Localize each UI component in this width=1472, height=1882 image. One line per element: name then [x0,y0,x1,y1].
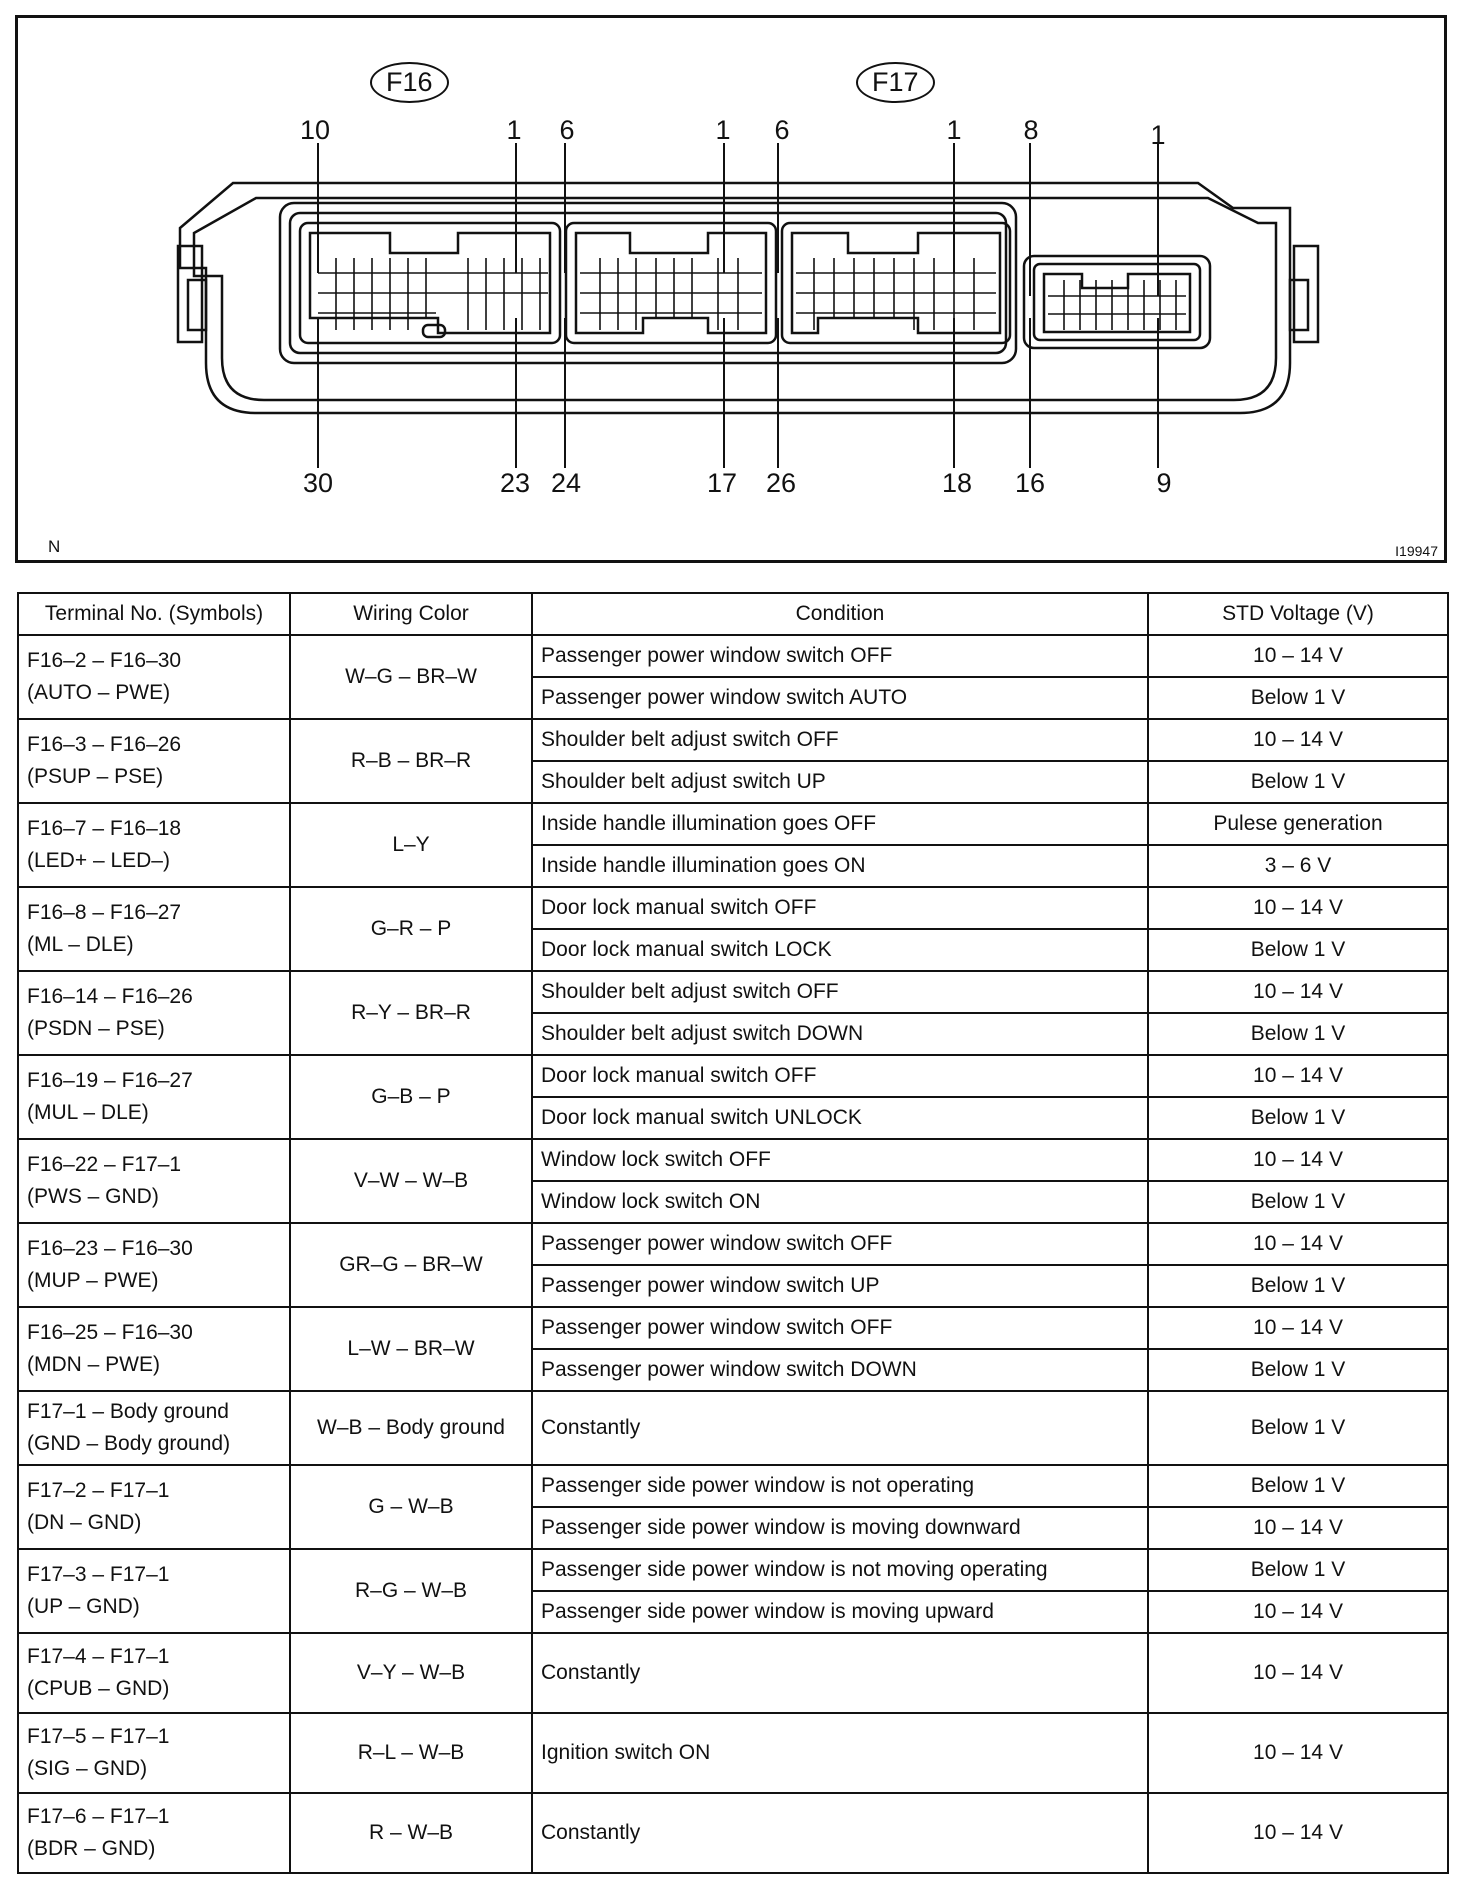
condition-cell: Door lock manual switch OFF [532,887,1148,929]
table-header-row [18,593,1448,635]
pin-number: 16 [1014,468,1046,498]
diagram-code-right: I19947 [1395,543,1438,559]
terminal-symbols: (UP – GND) [27,1595,140,1618]
voltage-cell: Below 1 V [1148,1265,1448,1307]
pin-number: 1 [946,115,962,145]
voltage-cell: 10 – 14 V [1148,1139,1448,1181]
terminal-cell [18,803,290,887]
voltage-cell: 10 – 14 V [1148,1507,1448,1549]
wiring-color-cell: V–W – W–B [290,1139,532,1223]
wiring-color-cell: G–B – P [290,1055,532,1139]
terminal-number: F16–7 – F16–18 [27,817,182,840]
condition-cell: Door lock manual switch LOCK [532,929,1148,971]
wiring-color-cell: R–B – BR–R [290,719,532,803]
wiring-color-cell: L–W – BR–W [290,1307,532,1391]
pin-number: 9 [1156,468,1172,498]
voltage-cell: Below 1 V [1148,1549,1448,1591]
pin-number: 1 [1150,120,1166,150]
wiring-color-cell: W–G – BR–W [290,635,532,719]
condition-cell: Door lock manual switch UNLOCK [532,1097,1148,1139]
voltage-cell: 10 – 14 V [1148,1633,1448,1713]
voltage-cell: 10 – 14 V [1148,1055,1448,1097]
terminal-cell [18,1139,290,1223]
condition-cell: Passenger side power window is moving upward [532,1591,1148,1633]
voltage-cell: Below 1 V [1148,1013,1448,1055]
terminal-cell [18,1465,290,1549]
voltage-cell: 10 – 14 V [1148,719,1448,761]
terminal-cell [18,1633,290,1713]
voltage-cell: 3 – 6 V [1148,845,1448,887]
terminal-symbols: (MUL – DLE) [27,1101,149,1124]
connector-f17-label: F17 [856,62,935,103]
terminal-number: F16–23 – F16–30 [27,1237,193,1260]
voltage-cell: Below 1 V [1148,1391,1448,1465]
terminal-cell [18,971,290,1055]
terminal-cell [18,1793,290,1873]
wiring-color-cell: L–Y [290,803,532,887]
pin-number: 17 [706,468,738,498]
terminal-cell [18,719,290,803]
table-row [18,887,1448,929]
pin-number: 30 [302,468,334,498]
table-row [18,1307,1448,1349]
condition-cell: Constantly [532,1793,1148,1873]
condition-cell: Passenger power window switch OFF [532,1307,1148,1349]
terminal-symbols: (LED+ – LED–) [27,849,170,872]
pin-number: 1 [506,115,522,145]
pin-number: 1 [715,115,731,145]
condition-cell: Window lock switch OFF [532,1139,1148,1181]
condition-cell: Ignition switch ON [532,1713,1148,1793]
voltage-cell: 10 – 14 V [1148,1307,1448,1349]
terminal-number: F16–14 – F16–26 [27,985,193,1008]
terminal-number: F16–8 – F16–27 [27,901,182,924]
pin-number: 23 [499,468,531,498]
header-wiring-color: Wiring Color [290,593,532,635]
voltage-cell: 10 – 14 V [1148,1591,1448,1633]
condition-cell: Constantly [532,1391,1148,1465]
terminal-cell [18,1307,290,1391]
terminal-symbols: (SIG – GND) [27,1757,148,1780]
terminal-number: F16–2 – F16–30 [27,649,182,672]
terminal-number: F17–2 – F17–1 [27,1479,170,1502]
condition-cell: Window lock switch ON [532,1181,1148,1223]
condition-cell: Passenger power window switch AUTO [532,677,1148,719]
terminal-symbols: (CPUB – GND) [27,1677,170,1700]
terminal-number: F17–5 – F17–1 [27,1725,170,1748]
wiring-color-cell: R–Y – BR–R [290,971,532,1055]
terminal-cell [18,1549,290,1633]
terminal-symbols: (MDN – PWE) [27,1353,160,1376]
table-row [18,1793,1448,1873]
condition-cell: Passenger power window switch OFF [532,635,1148,677]
voltage-cell: Below 1 V [1148,1465,1448,1507]
voltage-cell: Below 1 V [1148,761,1448,803]
terminal-symbols: (PSDN – PSE) [27,1017,165,1040]
wiring-color-cell: V–Y – W–B [290,1633,532,1713]
header-terminal: Terminal No. (Symbols) [18,593,290,635]
condition-cell: Passenger power window switch UP [532,1265,1148,1307]
voltage-cell: Below 1 V [1148,1181,1448,1223]
wiring-color-cell: R – W–B [290,1793,532,1873]
table-row [18,971,1448,1013]
voltage-cell: 10 – 14 V [1148,1793,1448,1873]
wiring-color-cell: R–L – W–B [290,1713,532,1793]
condition-cell: Shoulder belt adjust switch UP [532,761,1148,803]
terminal-number: F16–3 – F16–26 [27,733,182,756]
terminal-symbols: (MUP – PWE) [27,1269,159,1292]
voltage-cell: 10 – 14 V [1148,635,1448,677]
connector-f16-label: F16 [370,62,449,103]
pin-number: 8 [1023,115,1039,145]
table-row [18,1139,1448,1181]
condition-cell: Inside handle illumination goes ON [532,845,1148,887]
terminal-symbols: (PWS – GND) [27,1185,159,1208]
table-row [18,1223,1448,1265]
terminal-number: F17–6 – F17–1 [27,1805,170,1828]
pin-number: 26 [765,468,797,498]
terminal-cell [18,1055,290,1139]
terminal-symbols: (PSUP – PSE) [27,765,164,788]
wiring-color-cell: R–G – W–B [290,1549,532,1633]
condition-cell: Passenger side power window is not moving operating [532,1549,1148,1591]
terminal-number: F17–1 – Body ground [27,1400,229,1423]
table-row [18,1713,1448,1793]
terminal-symbols: (GND – Body ground) [27,1432,231,1455]
terminal-cell [18,1223,290,1307]
condition-cell: Passenger side power window is not operating [532,1465,1148,1507]
voltage-cell: Below 1 V [1148,1097,1448,1139]
table-body [18,635,1448,1873]
wiring-color-cell: GR–G – BR–W [290,1223,532,1307]
header-std-voltage: STD Voltage (V) [1148,593,1448,635]
voltage-cell: 10 – 14 V [1148,971,1448,1013]
terminal-cell [18,635,290,719]
condition-cell: Passenger side power window is moving downward [532,1507,1148,1549]
pin-number: 10 [299,115,331,145]
voltage-cell: 10 – 14 V [1148,1223,1448,1265]
pin-number: 6 [774,115,790,145]
condition-cell: Shoulder belt adjust switch OFF [532,971,1148,1013]
terminal-symbols: (DN – GND) [27,1511,142,1534]
terminal-cell [18,1391,290,1465]
table-row [18,1549,1448,1591]
condition-cell: Constantly [532,1633,1148,1713]
terminal-symbols: (AUTO – PWE) [27,681,171,704]
pin-number: 6 [559,115,575,145]
terminal-spec-table [17,592,1449,1874]
table-row [18,1055,1448,1097]
pin-number: 18 [941,468,973,498]
condition-cell: Shoulder belt adjust switch DOWN [532,1013,1148,1055]
voltage-cell: Below 1 V [1148,929,1448,971]
terminal-number: F16–25 – F16–30 [27,1321,193,1344]
terminal-number: F16–19 – F16–27 [27,1069,193,1092]
terminal-number: F17–3 – F17–1 [27,1563,170,1586]
table-row [18,719,1448,761]
wiring-color-cell: G–R – P [290,887,532,971]
condition-cell: Passenger power window switch OFF [532,1223,1148,1265]
table-row [18,803,1448,845]
condition-cell: Inside handle illumination goes OFF [532,803,1148,845]
condition-cell: Door lock manual switch OFF [532,1055,1148,1097]
diagram-code-left: N [48,537,61,556]
terminal-cell [18,887,290,971]
table-row [18,1391,1448,1465]
voltage-cell: 10 – 14 V [1148,1713,1448,1793]
terminal-symbols: (ML – DLE) [27,933,134,956]
terminal-symbols: (BDR – GND) [27,1837,156,1860]
header-condition: Condition [532,593,1148,635]
voltage-cell: Below 1 V [1148,677,1448,719]
condition-cell: Passenger power window switch DOWN [532,1349,1148,1391]
terminal-number: F16–22 – F17–1 [27,1153,182,1176]
wiring-color-cell: W–B – Body ground [290,1391,532,1465]
table-row [18,1633,1448,1713]
table-row [18,635,1448,677]
terminal-number: F17–4 – F17–1 [27,1645,170,1668]
table-row [18,1465,1448,1507]
condition-cell: Shoulder belt adjust switch OFF [532,719,1148,761]
voltage-cell: 10 – 14 V [1148,887,1448,929]
voltage-cell: Pulese generation [1148,803,1448,845]
wiring-color-cell: G – W–B [290,1465,532,1549]
pin-number: 24 [550,468,582,498]
terminal-cell [18,1713,290,1793]
connector-diagram [15,15,1447,563]
voltage-cell: Below 1 V [1148,1349,1448,1391]
